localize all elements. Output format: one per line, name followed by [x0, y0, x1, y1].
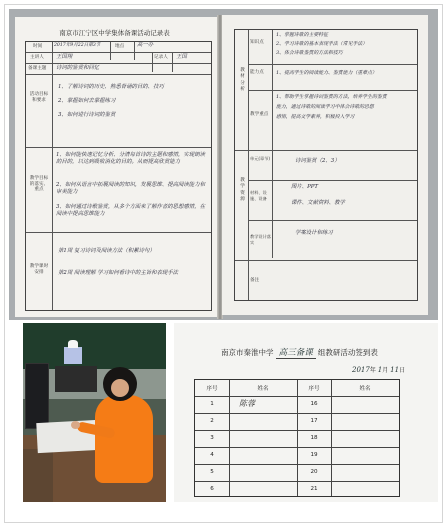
- col-name-2: 姓名: [359, 386, 371, 392]
- col-name-1: 姓名: [257, 386, 269, 392]
- knowledge-line-1: 1、掌握诗歌的主要特征: [276, 32, 329, 38]
- date-year: 2017: [352, 366, 370, 374]
- focus-line-3: 3、如何通过诗歌鉴赏，从多个方面来了解作者的思想感情，在阅读中提高思维能力: [56, 204, 205, 218]
- lecturer-value: 王国翔: [56, 54, 73, 60]
- date-month-unit: 月: [382, 367, 389, 374]
- row-no-19: 19: [310, 452, 318, 458]
- group-resource-label: 教学资源: [240, 178, 245, 203]
- col-no-2: 序号: [308, 386, 320, 392]
- cabinet: [23, 449, 53, 502]
- row-no-1: 1: [210, 401, 214, 407]
- goal-line-2: 2、掌握如何去掌握练习: [58, 98, 116, 104]
- knowledge-label: 知识点: [250, 40, 264, 45]
- row-no-6: 6: [210, 486, 214, 492]
- date-month: 1: [377, 366, 383, 374]
- materials-label: 材料、设施、设备: [250, 190, 267, 201]
- key-point-label: 教学重点: [250, 112, 269, 117]
- group-notes-label: 备注: [250, 278, 260, 283]
- unit-line-1: 诗词鉴赏（2、3）: [295, 158, 340, 164]
- notebook-right-page: [222, 15, 428, 315]
- time-label: 时间: [33, 44, 43, 49]
- materials-line-1: 图片、PPT: [291, 184, 319, 190]
- signin-title: [221, 346, 378, 359]
- signin-table: [194, 379, 400, 497]
- recorder-value: 王国: [176, 54, 187, 60]
- row-no-3: 3: [210, 435, 214, 441]
- title-group: 高三备课: [276, 346, 316, 359]
- key-line-3: 感情，提高文学素养，积极投入学习: [276, 114, 355, 120]
- teacher-photo: [23, 323, 166, 502]
- unit-label: 单元(章节): [250, 156, 271, 161]
- schedule-line-2: 第2周 阅读理解 学习如何看诗中的主旨和表现手法: [58, 270, 179, 276]
- row-no-4: 4: [210, 452, 214, 458]
- date-day-unit: 日: [399, 367, 406, 374]
- section-focus-label: 教学目标的落实、重点: [29, 176, 49, 193]
- row-no-21: 21: [310, 486, 318, 492]
- signature-1: 陈蓉: [239, 399, 255, 408]
- schedule-line-1: 第1周 复习诗词及阅读方法（积累诗句）: [58, 248, 155, 254]
- teacher-hand: [71, 421, 80, 429]
- row-no-5: 5: [210, 469, 214, 475]
- goal-line-3: 3、如何进行诗词的鉴赏: [58, 112, 116, 118]
- row-no-20: 20: [310, 469, 318, 475]
- signin-date: [352, 365, 405, 374]
- knowledge-line-2: 2、学习诗歌的基本表现手法（常见手法）: [276, 41, 368, 47]
- teacher-face: [111, 379, 129, 397]
- time-value: 2017年9月22日第3节: [54, 43, 101, 48]
- teacher-body: [95, 395, 153, 483]
- focus-line-1: 1、如何能快速记忆分析、分清每首诗的主题和感情，实现朗读的目的，以达到吸收消化的目的。从而提高欣赏能力: [56, 152, 205, 166]
- knowledge-line-3: 3、体会诗歌鉴赏的方法和技巧: [276, 50, 343, 56]
- key-line-2: 能力，通过诗歌的阅读学习中体会诗歌的思想: [276, 104, 374, 110]
- topic-value: 诗词的鉴赏和回忆: [56, 65, 100, 71]
- notebook-photo: [9, 9, 438, 320]
- focus-line-2: 2、如何从语言中拓展阅读的知识，发展思维、提高阅读能力和审美能力: [56, 182, 205, 196]
- date-year-unit: 年: [369, 367, 376, 374]
- goal-line-1: 1、了解诗词的历史、熟悉背诵的目的、技巧: [58, 84, 164, 90]
- place-label: 地点: [115, 44, 125, 49]
- row-no-18: 18: [310, 435, 318, 441]
- design-line-1: 学案设计和练习: [295, 230, 333, 236]
- section-goal-label: 活动目标和要求: [29, 92, 49, 103]
- row-no-16: 16: [310, 401, 318, 407]
- record-form-title: 南京市江宁区中学集体备课活动记录表: [59, 29, 170, 37]
- place-value: 高一办: [137, 42, 154, 48]
- title-suffix: 组教研活动签到表: [317, 348, 378, 357]
- analysis-table: [234, 29, 418, 301]
- col-no-1: 序号: [206, 386, 218, 392]
- row-no-2: 2: [210, 418, 214, 424]
- ability-line-1: 1、提高学生的阅读能力、鉴赏能力（重难点）: [276, 70, 377, 76]
- recorder-label: 记录人: [154, 55, 168, 60]
- section-schedule-label: 教学课时安排: [29, 264, 49, 275]
- row-no-17: 17: [310, 418, 318, 424]
- monitor: [25, 363, 49, 429]
- date-day: 11: [390, 366, 400, 374]
- topic-label: 备课主题: [28, 66, 47, 71]
- signin-sheet-photo: [174, 323, 438, 502]
- lecturer-label: 主讲人: [30, 55, 44, 60]
- title-school: 南京市秦淮中学: [221, 348, 274, 357]
- design-label: 教学设计落实: [250, 234, 271, 245]
- record-form-table: [25, 41, 212, 311]
- notebook-left-page: [15, 17, 220, 317]
- group-analysis-label: 教材分析: [240, 68, 245, 93]
- ability-label: 能力点: [250, 70, 264, 75]
- materials-line-2: 课件、文献资料、教学: [291, 200, 345, 206]
- printer: [55, 366, 97, 392]
- tissue-box: [64, 347, 82, 364]
- key-line-1: 1、帮助学生掌握诗词鉴赏的方法，培养学生的鉴赏: [276, 94, 387, 100]
